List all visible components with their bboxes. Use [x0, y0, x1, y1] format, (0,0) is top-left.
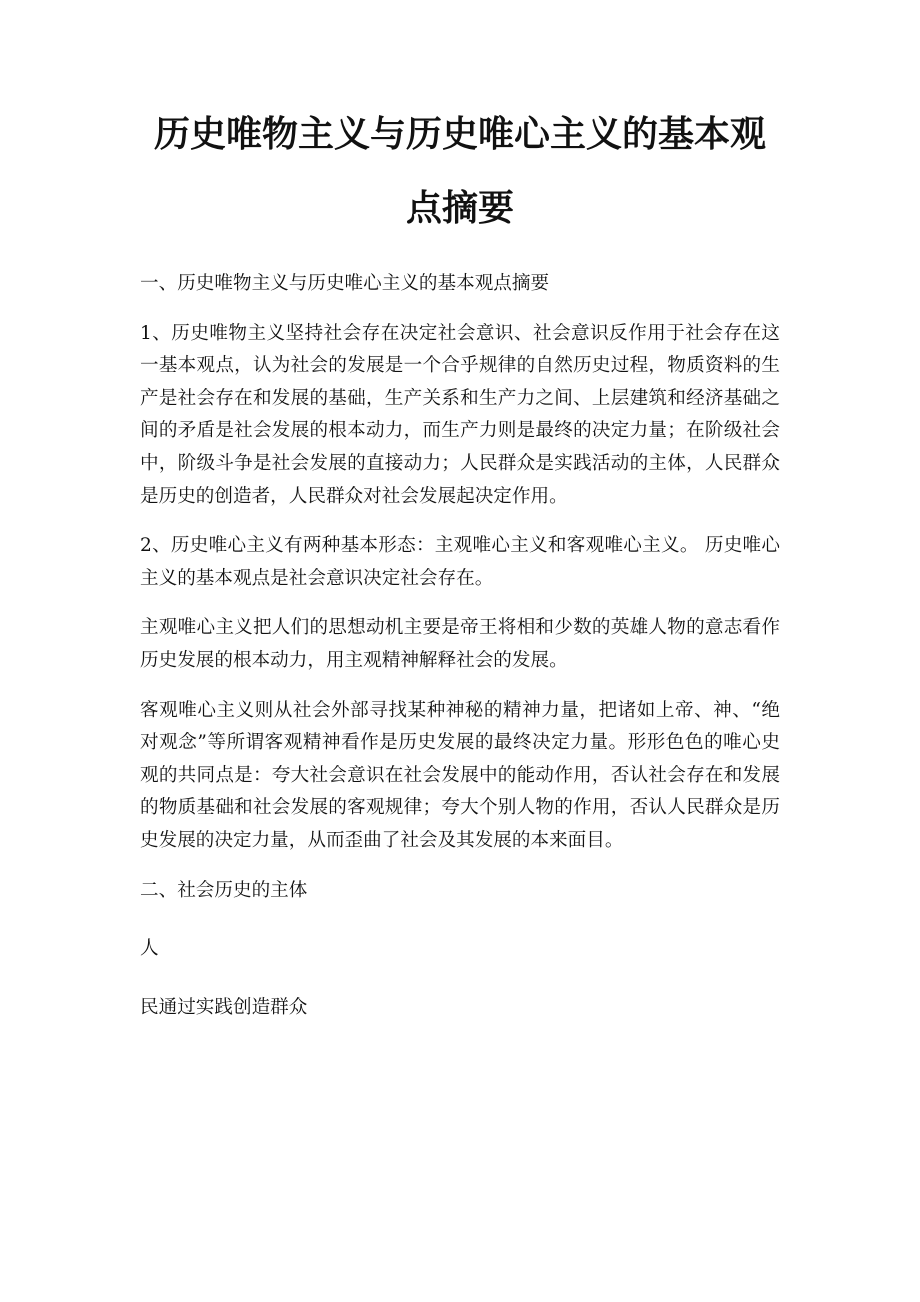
document-body: [140, 268, 780, 1041]
fragment-line-1: 人: [140, 938, 159, 960]
document-title-line-2: 点摘要: [405, 188, 514, 229]
fragment-line-2: 民通过实践创造群众: [140, 996, 308, 1018]
document-title-line-1: 历史唯物主义与历史唯心主义的基本观: [153, 114, 766, 155]
paragraph-subjective-idealism: 主观唯心主义把人们的思想动机主要是帝王将相和少数的英雄人物的意志看作历史发展的根本动力，用主观精神解释社会的发展。: [140, 617, 780, 671]
paragraph-objective-idealism: 客观唯心主义则从社会外部寻找某种神秘的精神力量，把诸如上帝、神、“绝对观念”等所谓客观精神看作是历史发展的最终决定力量。形形色色的唯心史观的共同点是：夸大社会意识在社会发展中的能动作用，否认社会存在和发展的物质基础和社会发展的客观规律；夸大个别人物的作用，否认人民群众是历史发展的决定力量，从而歪曲了社会及其发展的本来面目。: [140, 699, 780, 851]
paragraph-historical-idealism: 2、历史唯心主义有两种基本形态：主观唯心主义和客观唯心主义。 历史唯心主义的基本观点是社会意识决定社会存在。: [140, 535, 780, 589]
section-heading-2: 二、社会历史的主体: [140, 879, 308, 901]
paragraph-historical-materialism: 1、历史唯物主义坚持社会存在决定社会意识、社会意识反作用于社会存在这一基本观点，认为社会的发展是一个合乎规律的自然历史过程，物质资料的生产是社会存在和发展的基础，生产关系和生产力之间、上层建筑和经济基础之间的矛盾是社会发展的根本动力，而生产力则是最终的决定力量；在阶级社会中，阶级斗争是社会发展的直接动力；人民群众是实践活动的主体，人民群众是历史的创造者，人民群众对社会发展起决定作用。: [140, 322, 780, 507]
section-heading-1: 一、历史唯物主义与历史唯心主义的基本观点摘要: [140, 273, 550, 294]
